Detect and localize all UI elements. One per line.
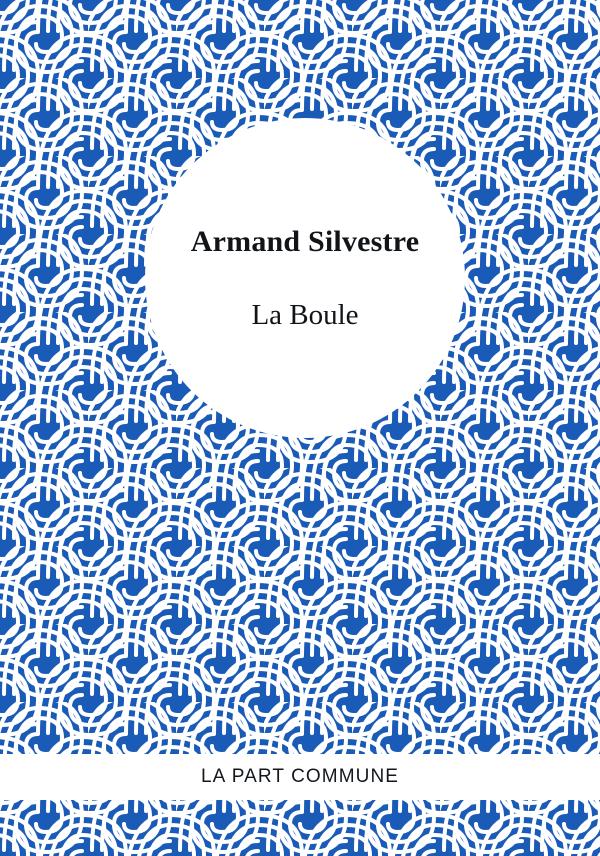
book-title: La Boule: [251, 298, 359, 331]
author-name: Armand Silvestre: [190, 224, 420, 258]
title-medallion: [145, 118, 465, 438]
publisher-band: [0, 754, 600, 800]
publisher-name: LA PART COMMUNE: [200, 766, 400, 787]
